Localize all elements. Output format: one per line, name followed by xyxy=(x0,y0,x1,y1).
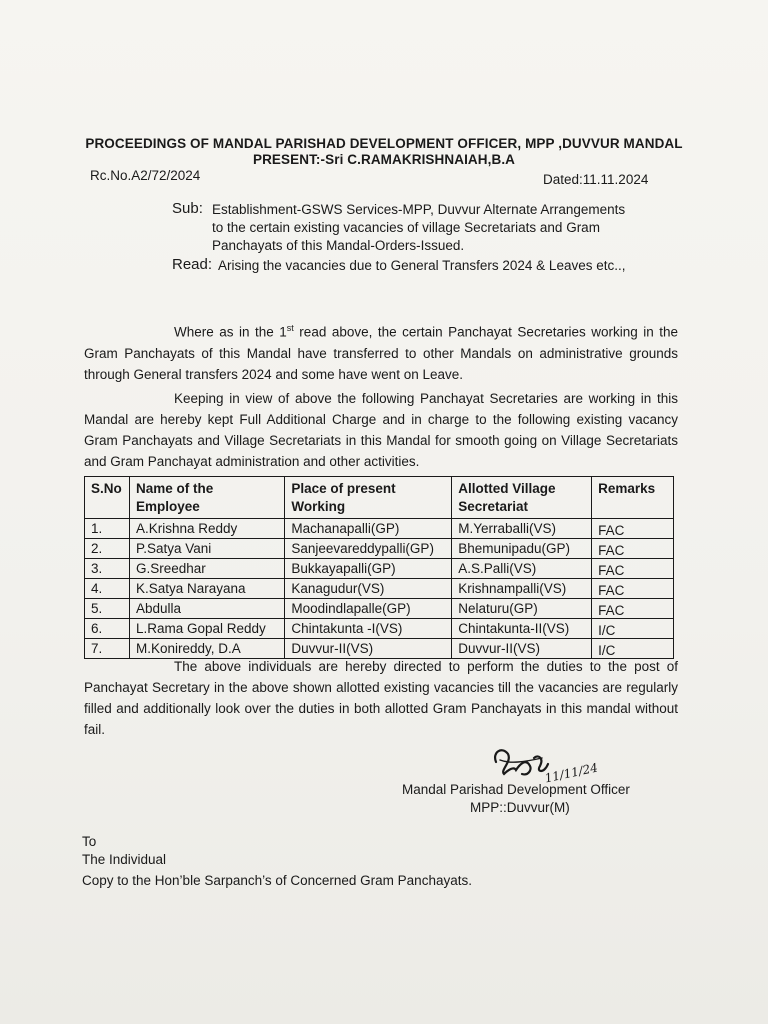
present-officer: PRESENT:-Sri C.RAMAKRISHNAIAH,B.A xyxy=(252,152,516,167)
read-label: Read: xyxy=(172,256,213,273)
para3-text: The above individuals are hereby directed to perform the duties to the post of Panchayat Secretary in the above shown allotted existing vacancies till the vacancies are regularly filled and additionally look over the duties in both allotted Gram Panchayats in this mandal without fail. xyxy=(84,659,678,737)
cell-sno: 7. xyxy=(85,639,130,659)
para1-prefix: Where as in the 1 xyxy=(174,324,287,340)
cell-remarks: I/C xyxy=(592,619,674,639)
cell-remarks: FAC xyxy=(592,579,674,599)
table-row xyxy=(85,599,674,619)
reference-number: Rc.No.A2/72/2024 xyxy=(90,168,201,183)
cell-employee: M.Konireddy, D.A xyxy=(129,639,284,659)
header-employee: Name of the Employee xyxy=(129,477,284,519)
cell-employee: K.Satya Narayana xyxy=(129,579,284,599)
subject-line-1: Establishment-GSWS Services-MPP, Duvvur Alternate Arrangements xyxy=(212,202,626,217)
table-header-row xyxy=(85,477,674,519)
cell-allotted: M.Yerraballi(VS) xyxy=(452,519,592,539)
paragraph-transfers xyxy=(84,318,678,385)
cell-present-place: Machanapalli(GP) xyxy=(285,519,452,539)
cell-present-place: Bukkayapalli(GP) xyxy=(285,559,452,579)
order-date: Dated:11.11.2024 xyxy=(543,172,649,187)
cell-present-place: Moodindlapalle(GP) xyxy=(285,599,452,619)
table-row xyxy=(85,559,674,579)
copy-to: Copy to the Hon’ble Sarpanch’s of Concerned Gram Panchayats. xyxy=(82,873,472,888)
cell-employee: P.Satya Vani xyxy=(129,539,284,559)
recipient: The Individual xyxy=(82,852,167,867)
cell-allotted: Duvvur-II(VS) xyxy=(452,639,592,659)
paragraph-arrangements xyxy=(84,388,678,472)
table-row xyxy=(85,519,674,539)
cell-sno: 6. xyxy=(85,619,130,639)
cell-sno: 2. xyxy=(85,539,130,559)
cell-allotted: A.S.Palli(VS) xyxy=(452,559,592,579)
cell-allotted: Chintakunta-II(VS) xyxy=(452,619,592,639)
to-label: To xyxy=(82,834,97,849)
paragraph-directions xyxy=(84,656,678,740)
subject-line-3: Panchayats of this Mandal-Orders-Issued. xyxy=(212,238,465,253)
cell-allotted: Nelaturu(GP) xyxy=(452,599,592,619)
cell-sno: 4. xyxy=(85,579,130,599)
read-text: Arising the vacancies due to General Transfers 2024 & Leaves etc.., xyxy=(218,258,626,273)
signature-mark xyxy=(486,740,606,785)
header-remarks: Remarks xyxy=(592,477,674,519)
header-present-place: Place of present Working xyxy=(285,477,452,519)
cell-sno: 1. xyxy=(85,519,130,539)
cell-allotted: Krishnampalli(VS) xyxy=(452,579,592,599)
cell-employee: A.Krishna Reddy xyxy=(129,519,284,539)
cell-remarks: FAC xyxy=(592,559,674,579)
cell-remarks: FAC xyxy=(592,599,674,619)
cell-employee: Abdulla xyxy=(129,599,284,619)
para1-superscript: st xyxy=(286,323,294,333)
handwritten-signature xyxy=(486,740,606,785)
signature-date: 11/11/24 xyxy=(543,760,600,785)
cell-employee: L.Rama Gopal Reddy xyxy=(129,619,284,639)
para1-rest: read above, the certain Panchayat Secretaries working in the Gram Panchayats of this Mandal have transferred to other Mandals on administrative grounds through General transfers 2024 and some have went on Leave. xyxy=(84,324,678,382)
subject-line-2: to the certain existing vacancies of village Secretariats and Gram xyxy=(212,220,600,235)
para2-text: Keeping in view of above the following Panchayat Secretaries are working in this Mandal are hereby kept Full Additional Charge and in charge to the following existing vacancy Gram Panchayats and Village Secretariats in this Mandal for smooth going on Village Secretariats and Gram Panchayat administration and other activities. xyxy=(84,391,678,469)
allotment-table xyxy=(84,476,674,659)
cell-remarks: FAC xyxy=(592,539,674,559)
cell-allotted: Bhemunipadu(GP) xyxy=(452,539,592,559)
header-sno: S.No xyxy=(85,477,130,519)
cell-present-place: Duvvur-II(VS) xyxy=(285,639,452,659)
header-allotted: Allotted Village Secretariat xyxy=(452,477,592,519)
signatory-office: MPP::Duvvur(M) xyxy=(470,800,570,815)
cell-present-place: Chintakunta -I(VS) xyxy=(285,619,452,639)
table-row xyxy=(85,619,674,639)
cell-remarks: I/C xyxy=(592,639,674,659)
table-row xyxy=(85,579,674,599)
proceedings-title: PROCEEDINGS OF MANDAL PARISHAD DEVELOPMENT OFFICER, MPP ,DUVVUR MANDAL xyxy=(85,136,683,151)
cell-employee: G.Sreedhar xyxy=(129,559,284,579)
signatory-designation: Mandal Parishad Development Officer xyxy=(402,782,630,797)
cell-sno: 5. xyxy=(85,599,130,619)
cell-present-place: Kanagudur(VS) xyxy=(285,579,452,599)
cell-present-place: Sanjeevareddypalli(GP) xyxy=(285,539,452,559)
cell-sno: 3. xyxy=(85,559,130,579)
table-row xyxy=(85,539,674,559)
subject-label: Sub: xyxy=(172,200,203,217)
cell-remarks: FAC xyxy=(592,519,674,539)
